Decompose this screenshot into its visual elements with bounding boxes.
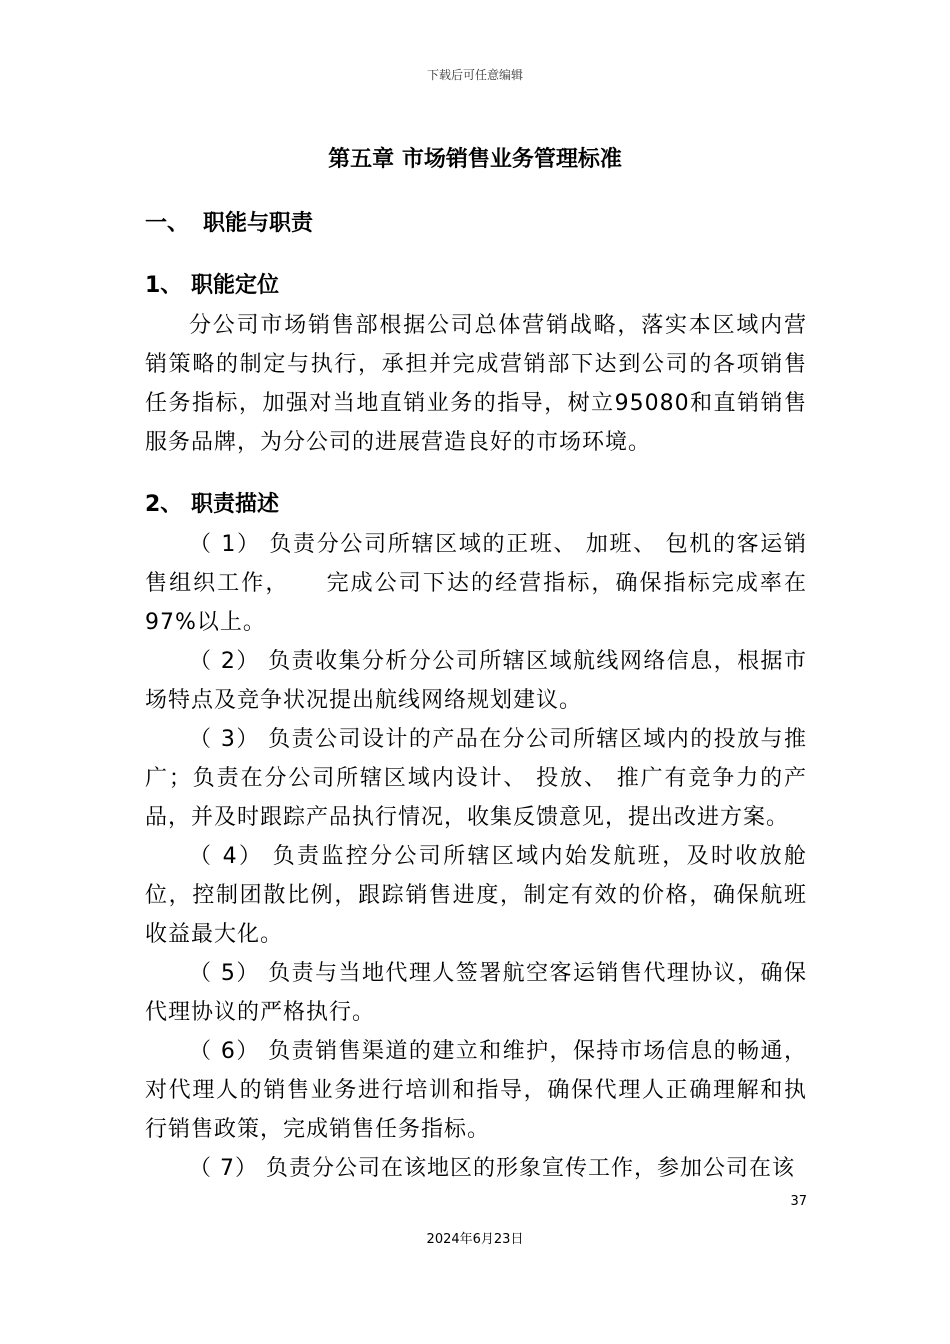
subsection-title: 职责描述 (191, 492, 280, 517)
footer-date: 2024年6月23日 (426, 1232, 524, 1247)
duty-item-6: （ 6） 负责销售渠道的建立和维护，保持市场信息的畅通，对代理人的销售业务进行培训和指导，确保代理人正确理解和执行销售政策，完成销售任务指标。 (145, 1039, 807, 1142)
page-number: 37 (790, 1194, 807, 1209)
duty-item-4: （ 4） 负责监控分公司所辖区域内始发航班，及时收放舱位，控制团散比例，跟踪销售进度，制定有效的价格，确保航班收益最大化。 (145, 844, 807, 947)
section-title: 职能与职责 (203, 211, 314, 236)
chapter-title: 第五章 市场销售业务管理标准 (328, 147, 622, 172)
duty-item-2: （ 2） 负责收集分析分公司所辖区域航线网络信息，根据市场特点及竞争状况提出航线网络规划建议。 (145, 649, 807, 713)
subsection-heading-positioning (145, 266, 807, 306)
duty-item-5: （ 5） 负责与当地代理人签署航空客运销售代理协议，确保代理协议的严格执行。 (145, 961, 807, 1025)
duty-item-3: （ 3） 负责公司设计的产品在分公司所辖区域内的投放与推广；负责在分公司所辖区域内设计、 投放、 推广有竞争力的产品，并及时跟踪产品执行情况，收集反馈意见，提出改进方案。 (145, 727, 807, 830)
duty-item-1: （ 1） 负责分公司所辖区域的正班、 加班、 包机的客运销售组织工作， 完成公司下达的经营指标，确保指标完成率在97%以上。 (145, 532, 807, 635)
section-heading-functions (145, 204, 807, 244)
subsection-title: 职能定位 (191, 273, 280, 298)
section-number: 一、 (145, 211, 190, 236)
subsection-number: 2、 (145, 492, 183, 517)
subsection-heading-duties (145, 485, 807, 525)
subsection-number: 1、 (145, 273, 183, 298)
document-body (145, 204, 807, 1188)
header-note: 下载后可任意编辑 (426, 68, 523, 82)
duty-item-7: （ 7） 负责分公司在该地区的形象宣传工作，参加公司在该 (189, 1156, 795, 1181)
positioning-paragraph: 分公司市场销售部根据公司总体营销战略，落实本区域内营销策略的制定与执行，承担并完成营销部下达到公司的各项销售任务指标，加强对当地直销业务的指导，树立95080和直销销售服务品牌，为分公司的进展营造良好的市场环境。 (145, 313, 807, 455)
